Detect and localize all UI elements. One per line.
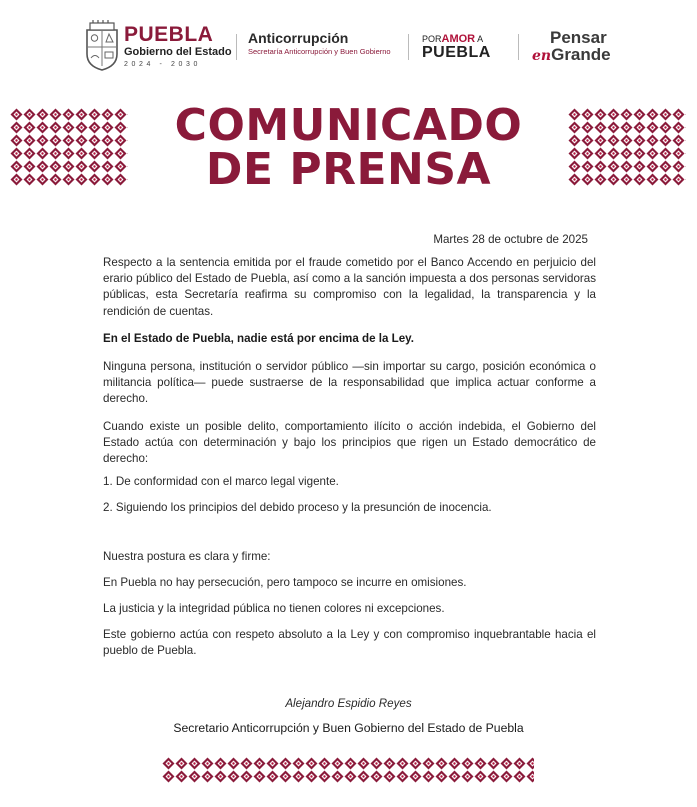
pensar-en-grande-logo — [532, 29, 611, 65]
anticorrupcion-logo — [248, 30, 391, 57]
paragraph-4: Cuando existe un posible delito, comportamiento ilícito o acción indebida, el Gobierno del Estado actúa con determinación y bajo los principios que rigen un Estado democrático de derecho: — [103, 420, 596, 466]
bottom-talavera-pattern-icon — [162, 757, 534, 783]
title-line-2: DE PRENSA — [205, 144, 492, 195]
right-talavera-pattern-icon — [568, 108, 686, 186]
paragraph-3: Ninguna persona, institución o servidor público —sin importar su cargo, posición económica o militancia política— puede sustraerse de la responsabilidad que implica actuar conforme a derecho. — [103, 360, 596, 406]
paragraph-5: Nuestra postura es clara y firme: — [103, 550, 271, 563]
pensar-top: Pensar — [550, 28, 607, 47]
list-item-1: 1. De conformidad con el marco legal vigente. — [103, 475, 339, 488]
amor-amor: AMOR — [441, 33, 476, 45]
pensar-grande: Grande — [551, 45, 611, 64]
paragraph-1: Respecto a la sentencia emitida por el fraude cometido por el Banco Accendo en perjuicio del erario público del Estado de Puebla, así como a la sanción impuesta a dos personas servidoras públicas, esta Secretaría reafirma su compromiso con la legalidad, la transparencia y la rendición de cuentas. — [103, 256, 596, 318]
puebla-name: PUEBLA — [124, 23, 214, 46]
puebla-government-logo — [124, 24, 232, 70]
puebla-sub: Gobierno del Estado — [124, 46, 232, 58]
pensar-en: en — [532, 48, 552, 64]
puebla-years: 2024 - 2030 — [124, 61, 201, 68]
divider — [518, 34, 519, 60]
header-logos — [0, 0, 697, 92]
paragraph-8: Este gobierno actúa con respeto absoluto a la Ley y con compromiso inquebrantable hacia el pueblo de Puebla. — [103, 628, 596, 658]
page-title — [150, 100, 547, 195]
puebla-coat-of-arms-icon — [84, 20, 120, 72]
por-amor-a-puebla-logo — [422, 34, 491, 61]
paragraph-7: La justicia y la integridad pública no tienen colores ni excepciones. — [103, 602, 445, 615]
press-date: Martes 28 de octubre de 2025 — [433, 233, 588, 246]
divider — [408, 34, 409, 60]
paragraph-6: En Puebla no hay persecución, pero tampoco se incurre en omisiones. — [103, 576, 467, 589]
title-line-1: COMUNICADO — [174, 100, 523, 151]
amor-puebla: PUEBLA — [422, 44, 491, 61]
left-talavera-pattern-icon — [10, 108, 128, 186]
amor-por: POR — [422, 34, 442, 44]
divider — [236, 34, 237, 60]
signature-title: Secretario Anticorrupción y Buen Gobierno del Estado de Puebla — [173, 721, 524, 735]
anti-title: Anticorrupción — [248, 30, 349, 46]
signature-name: Alejandro Espidio Reyes — [285, 697, 412, 710]
anti-sub: Secretaría Anticorrupción y Buen Gobierno — [248, 47, 391, 56]
list-item-2: 2. Siguiendo los principios del debido proceso y la presunción de inocencia. — [103, 501, 492, 514]
amor-a: A — [477, 34, 484, 44]
paragraph-2-bold: En el Estado de Puebla, nadie está por encima de la Ley. — [103, 332, 414, 345]
